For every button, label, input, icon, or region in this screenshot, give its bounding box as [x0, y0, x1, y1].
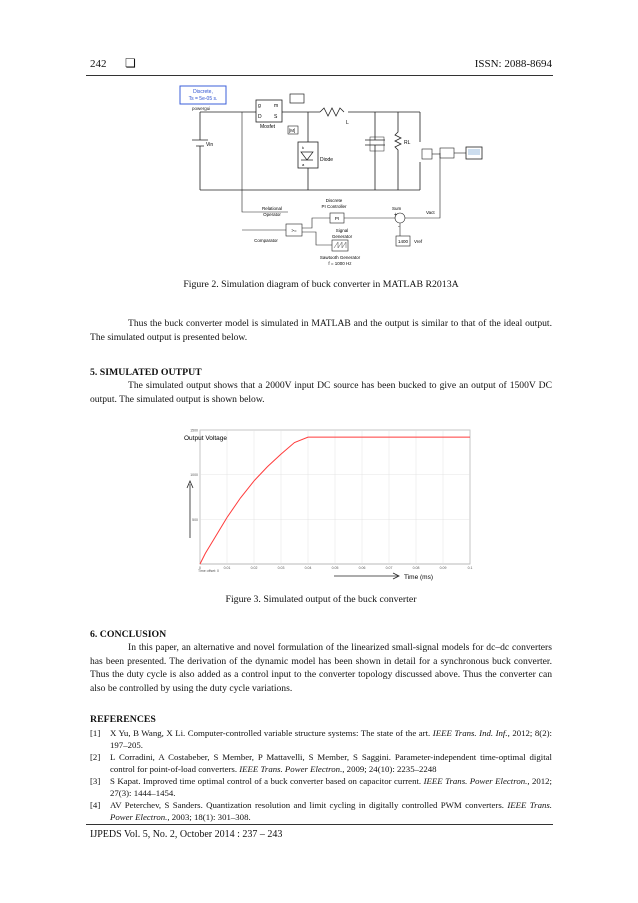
- section-6-heading: 6. CONCLUSION: [90, 629, 167, 640]
- vin-source: [192, 112, 208, 190]
- svg-text:m: m: [274, 103, 279, 109]
- x-tick-label: 0.08: [412, 566, 420, 570]
- svg-text:g: g: [258, 103, 261, 109]
- svg-text:RL: RL: [404, 140, 411, 146]
- header-rule: [86, 75, 553, 76]
- reference-item: [4] AV Peterchev, S Sanders. Quantization resolution and limit cycling in digitally controlled PWM converters. IEEE Trans. Power Electron., 2003; 18(1): 301–308.: [90, 800, 552, 822]
- x-tick-label: 0.03: [277, 566, 285, 570]
- svg-text:Signal: Signal: [335, 228, 349, 233]
- svg-text:L: L: [346, 120, 349, 126]
- svg-text:-: -: [398, 224, 400, 230]
- output-plot: [178, 426, 478, 586]
- svg-text:Diode: Diode: [320, 157, 334, 163]
- references-heading: REFERENCES: [90, 714, 156, 725]
- svg-text:Vact: Vact: [426, 210, 435, 215]
- svg-text:+: +: [394, 212, 397, 218]
- figure-3-caption: Figure 3. Simulated output of the buck converter: [225, 594, 417, 605]
- svg-text:PI Controller: PI Controller: [321, 204, 347, 209]
- svg-text:1400: 1400: [397, 239, 409, 244]
- page-number: 242: [90, 58, 107, 70]
- svg-text:Generator: Generator: [331, 234, 353, 239]
- reference-item: [1] X Yu, B Wang, X Li. Computer-controlled variable structure systems: The state of the art. IEEE Trans. Ind. Inf., 2012; 8(2): 197–205.: [90, 728, 552, 750]
- section-6-text: In this paper, an alternative and novel formulation of the linearized small-signal models for dc–dc converters has been presented. The derivation of the dynamic model has been shown in detail for a synchronous buck converter. Thus the duty cycle is also added as a control input to the converter topology discussed above. Thus the converter can also be controlled by using the duty cycle variations.: [90, 642, 552, 694]
- svg-text:>=: >=: [291, 228, 297, 233]
- mosfet-bus: [290, 94, 304, 103]
- x-tick-label: 0.02: [250, 566, 258, 570]
- output-voltage-label: Output Voltage: [184, 435, 228, 442]
- svg-text:D: D: [258, 114, 262, 120]
- x-tick-label: 0.1: [467, 566, 473, 570]
- time-offset: Time offset: 0: [198, 569, 220, 573]
- issn: ISSN: 2088-8694: [474, 58, 552, 70]
- powergui-label: powergui: [192, 106, 211, 111]
- x-tick-label: 0.06: [358, 566, 366, 570]
- footer-rule: [86, 824, 553, 825]
- references-list: [90, 727, 552, 823]
- svg-text:Discrete: Discrete: [325, 198, 343, 203]
- reference-item: [2] L Corradini, A Costabeber, S Member, P Mattavelli, S Member, S Saggini. Parameter-independent time-optimal digital control for point-of-load converters. IEEE Trans. Power Electron., 2009; 24(10): 2235–2248: [90, 752, 552, 774]
- svg-text:Sum: Sum: [392, 206, 402, 211]
- svg-text:Operator: Operator: [263, 212, 281, 217]
- discrete-text-1: Discrete,: [193, 89, 213, 95]
- svg-text:[M]: [M]: [289, 128, 296, 133]
- mosfet-label: Mosfet: [260, 124, 276, 130]
- x-tick-label: 0.01: [223, 566, 231, 570]
- svg-text:Comparator: Comparator: [254, 238, 278, 243]
- inductor-symbol: [320, 108, 344, 116]
- x-tick-label: 0.09: [439, 566, 447, 570]
- x-tick-label: 0.05: [331, 566, 339, 570]
- svg-text:Relational: Relational: [261, 206, 283, 211]
- svg-text:PI: PI: [334, 216, 340, 221]
- svg-text:Vin: Vin: [206, 142, 214, 148]
- y-tick-label: 1000: [190, 473, 198, 478]
- body-paragraph-1: Thus the buck converter model is simulated in MATLAB and the output is similar to that of the ideal output. The simulated output is presented below.: [90, 318, 552, 343]
- reference-item: [3] S Kapat. Improved time optimal control of a buck converter based on capacitor current. IEEE Trans. Power Electron., 2012; 27(3): 1444–1454.: [90, 776, 553, 798]
- svg-text:S: S: [274, 114, 278, 120]
- x-tick-label: 0.07: [385, 566, 393, 570]
- discrete-text-2: Ts = 5e-05 s.: [188, 96, 218, 102]
- figure-2-caption: Figure 2. Simulation diagram of buck converter in MATLAB R2013A: [183, 279, 459, 290]
- simulink-diagram: [170, 82, 500, 272]
- svg-text:k: k: [302, 145, 304, 150]
- svg-text:f = 1000 Hz: f = 1000 Hz: [328, 261, 352, 266]
- x-tick-label: 0: [199, 566, 201, 570]
- y-tick-label: 500: [192, 517, 198, 522]
- svg-text:Vref: Vref: [414, 239, 423, 244]
- checkbox-icon: ❏: [125, 56, 136, 70]
- x-tick-label: 0.04: [304, 566, 312, 570]
- load-resistor: [395, 112, 401, 190]
- section-5-text: The simulated output shows that a 2000V input DC source has been bucked to give an output of 1500V DC output. The simulated output is shown below.: [90, 380, 552, 405]
- diode-block: [298, 142, 318, 168]
- y-tick-label: 1500: [190, 428, 198, 433]
- footer-citation: IJPEDS Vol. 5, No. 2, October 2014 : 237 – 243: [90, 829, 283, 840]
- time-label: Time (ms): [404, 574, 434, 581]
- svg-text:Sawtooth Generator: Sawtooth Generator: [319, 255, 361, 260]
- sawtooth-block: [332, 240, 348, 251]
- section-5-heading: 5. SIMULATED OUTPUT: [90, 367, 202, 378]
- svg-text:a: a: [302, 162, 305, 167]
